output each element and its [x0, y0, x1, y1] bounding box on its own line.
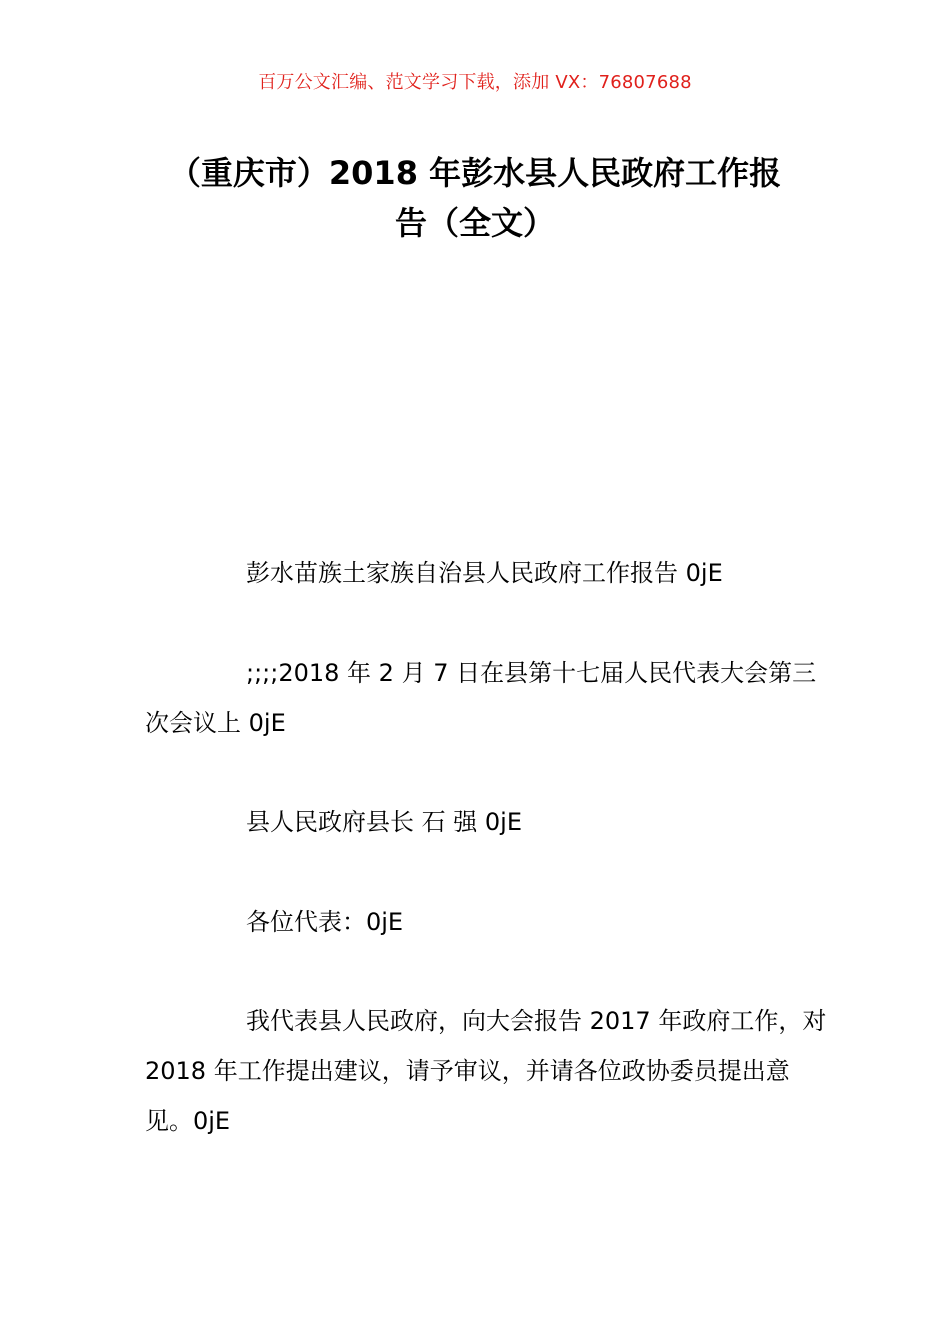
paragraph-report-name: 彭水苗族土家族自治县人民政府工作报告 0jE: [246, 559, 723, 587]
title-line-2: 告（全文）: [394, 204, 555, 242]
download-notice: 百万公文汇编、范文学习下载，添加 VX：76807688: [258, 72, 692, 93]
page-title: [0, 148, 950, 248]
paragraph-speaker: 县人民政府县长 石 强 0jE: [246, 808, 522, 836]
paragraph-opening: 我代表县人民政府，向大会报告 2017 年政府工作，对 2018 年工作提出建议，请予审议，并请各位政协委员提出意见。0jE: [145, 1007, 827, 1135]
title-line-1: （重庆市）2018 年彭水县人民政府工作报: [168, 154, 782, 192]
paragraph-salutation: 各位代表：0jE: [246, 908, 404, 936]
paragraph-meeting-date: ;;;;2018 年 2 月 7 日在县第十七届人民代表大会第三次会议上 0jE: [145, 659, 817, 737]
